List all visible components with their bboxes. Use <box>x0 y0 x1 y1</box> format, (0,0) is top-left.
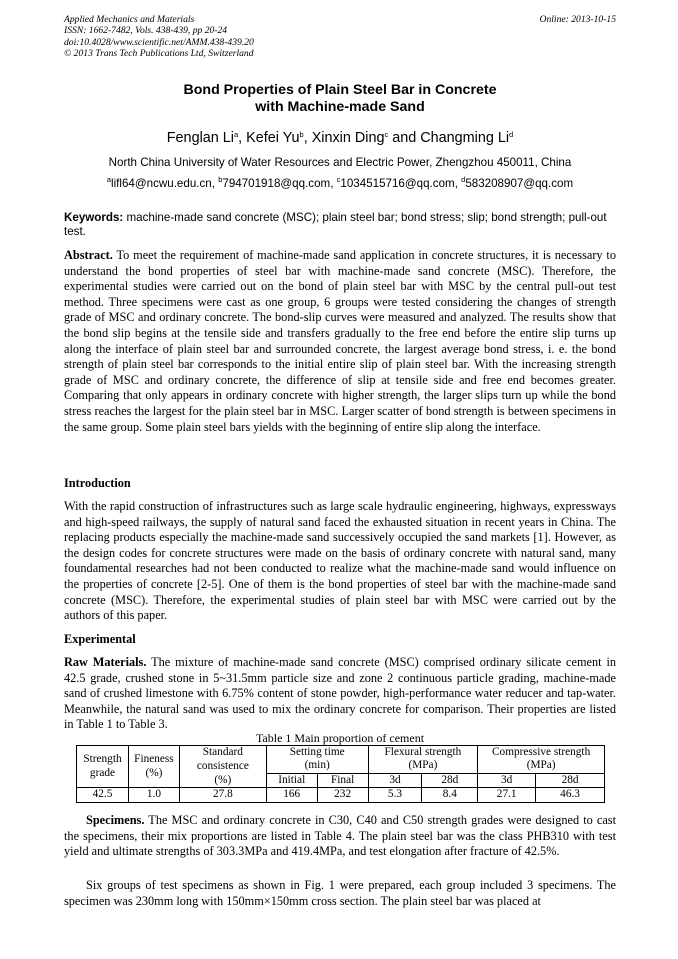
introduction-paragraph: With the rapid construction of infrastructures such as large scale hydraulic engineering, highways, expressways and high-speed railways, the supply of natural sand faced the exhausted situation in recent years in China. The replacing products especially the machine-made sand successively occupied the sand markets [1]. However, as the design codes for concrete structures were made on the basis of ordinary concrete with natural sand, many foundamental researches had not been conducted to realize what the machine-made sand would influence on the properties of concrete [2-5]. One of them is the bond properties of steel bar with the machine-made sand concrete (MSC). Therefore, the experimental studies of plain steel bar with MSC were carried out by the authors of this paper. <box>64 499 616 623</box>
author: Kefei Yu$^b$, <box>246 130 312 146</box>
table-cell: 42.5 <box>77 788 129 802</box>
table-header-cell: Setting time (min) <box>266 746 368 774</box>
table-cell: 27.1 <box>478 788 536 802</box>
abstract-text: To meet the requirement of machine-made sand application in concrete structures, it is necessary to understand the bond properties of steel bar with machine-made sand concrete (MSC). Therefore, the experimental studies were carried out on the bond of plain steel bar with MSC by the central pull-out test method. Three specimens were cast as one group, 6 groups were tested considering the changes of strength grade of MSC and ordinary concrete. The bond-slip curves were measured and analyzed. The results show that the bond slip begins at the tensile side and transfers gradually to the free end before the entire slip turns up along the interface of plain steel bar and surrounded concrete, the largest average bond stress, i. e. the bond strength of plain steel bar corresponds to the initial entire slip of plain steel bar. With the increasing strength grade of MSC and ordinary concrete, the difference of slip at tensile side and free end becomes greater. Comparing that only appears in ordinary concrete with higher strength, the larger slips turn up while the bond stress reaches the largest for the plain steel bar in MSC. Larger scatter of bond strength is between specimens in the same group. Some plain steel bars yields with the beginning of entire slip along the interface. <box>64 248 616 434</box>
table-cell: 5.3 <box>368 788 422 802</box>
raw-materials-text: The mixture of machine-made sand concrete (MSC) comprised ordinary silicate cement in 42.5 grade, crushed stone in 5~31.5mm particle size and zone 2 continuous particle grading, machine-made sand of crushed limestone with 6.75% content of stone powder, high-performance water reducer and tap-water. Meanwhile, the natural sand was used to mix the ordinary concrete for comparison. Their properties are listed in Table 1 to Table 3. <box>64 655 617 732</box>
table-cell: 46.3 <box>536 788 605 802</box>
journal-issn: ISSN: 1662-7482, Vols. 438-439, pp 20-24 <box>64 25 228 37</box>
specimens-label: Specimens. <box>86 813 145 827</box>
table-header-cell: (%) <box>179 773 266 787</box>
journal-copyright: © 2013 Trans Tech Publications Ltd, Switzerland <box>64 48 254 60</box>
table-header-cell: Flexural strength (MPa) <box>368 746 478 774</box>
email-list <box>64 177 616 191</box>
journal-doi: doi:10.4028/www.scientific.net/AMM.438-439.20 <box>64 36 254 48</box>
journal-name: Applied Mechanics and Materials <box>64 14 195 25</box>
table-cell: 1.0 <box>128 788 179 802</box>
keywords-label: Keywords: <box>64 211 124 224</box>
journal-header <box>64 14 616 60</box>
table-cell: 27.8 <box>179 788 266 802</box>
affiliation: North China University of Water Resources and Electric Power, Zhengzhou 450011, China <box>108 156 572 169</box>
email: $^b$794701918@qq.com, <box>218 175 337 190</box>
section-heading-introduction: Introduction <box>64 476 131 490</box>
specimen-groups-paragraph: Six groups of test specimens as shown in Fig. 1 were prepared, each group included 3 specimens. The specimen was 230mm long with 150mm×150mm cross section. The plain steel bar was placed at <box>64 878 616 908</box>
table-cell: 166 <box>266 788 317 802</box>
table-1-caption: Table 1 Main proportion of cement <box>255 731 425 745</box>
author: Changming Li$^d$ <box>420 130 514 146</box>
table-header-cell: Strength grade <box>77 746 129 788</box>
specimens-paragraph <box>64 813 616 860</box>
table-header-cell: Fineness (%) <box>128 746 179 788</box>
author: Fenglan Li$^a$, <box>166 130 247 146</box>
author: Xinxin Ding$^c$ and <box>311 130 421 146</box>
email: $^c$1034515716@qq.com, <box>336 175 462 190</box>
table-header-cell: Final <box>317 773 368 787</box>
table-header-cell: Initial <box>266 773 317 787</box>
table-header-cell: 28d <box>536 773 605 787</box>
table-1 <box>76 745 605 803</box>
keywords <box>64 211 616 239</box>
paper-title-line-1: Bond Properties of Plain Steel Bar in Concrete <box>183 82 497 98</box>
raw-materials-paragraph <box>64 655 616 733</box>
paper-title-line-2: with Machine-made Sand <box>255 99 425 115</box>
section-heading-experimental: Experimental <box>64 632 136 646</box>
table-header-cell: 3d <box>478 773 536 787</box>
abstract-label: Abstract. <box>64 248 113 262</box>
raw-materials-label: Raw Materials. <box>64 655 147 669</box>
keywords-text: machine-made sand concrete (MSC); plain steel bar; bond stress; slip; bond strength; pull-out test. <box>64 211 607 239</box>
table-header-cell: Compressive strength (MPa) <box>478 746 605 774</box>
specimens-text: The MSC and ordinary concrete in C30, C40 and C50 strength grades were designed to cast the specimens, their mix proportions are listed in Table 4. The plain steel bar was the class PHB310 with test yield and ultimate strengths of 303.3MPa and 419.4MPa, and test elongation after fracture of 42.5%. <box>64 813 616 859</box>
email: $^d$583208907@qq.com <box>461 175 574 190</box>
table-header-cell: Standard consistence <box>179 746 266 774</box>
table-header-cell: 28d <box>422 773 478 787</box>
table-cell: 8.4 <box>422 788 478 802</box>
author-list <box>64 129 616 147</box>
table-header-cell: 3d <box>368 773 422 787</box>
email: $^a$lifl64@ncwu.edu.cn, <box>106 175 219 190</box>
table-row <box>77 788 605 802</box>
online-date: Online: 2013-10-15 <box>539 14 616 25</box>
abstract <box>64 248 616 435</box>
table-cell: 232 <box>317 788 368 802</box>
paper-title <box>64 82 616 116</box>
